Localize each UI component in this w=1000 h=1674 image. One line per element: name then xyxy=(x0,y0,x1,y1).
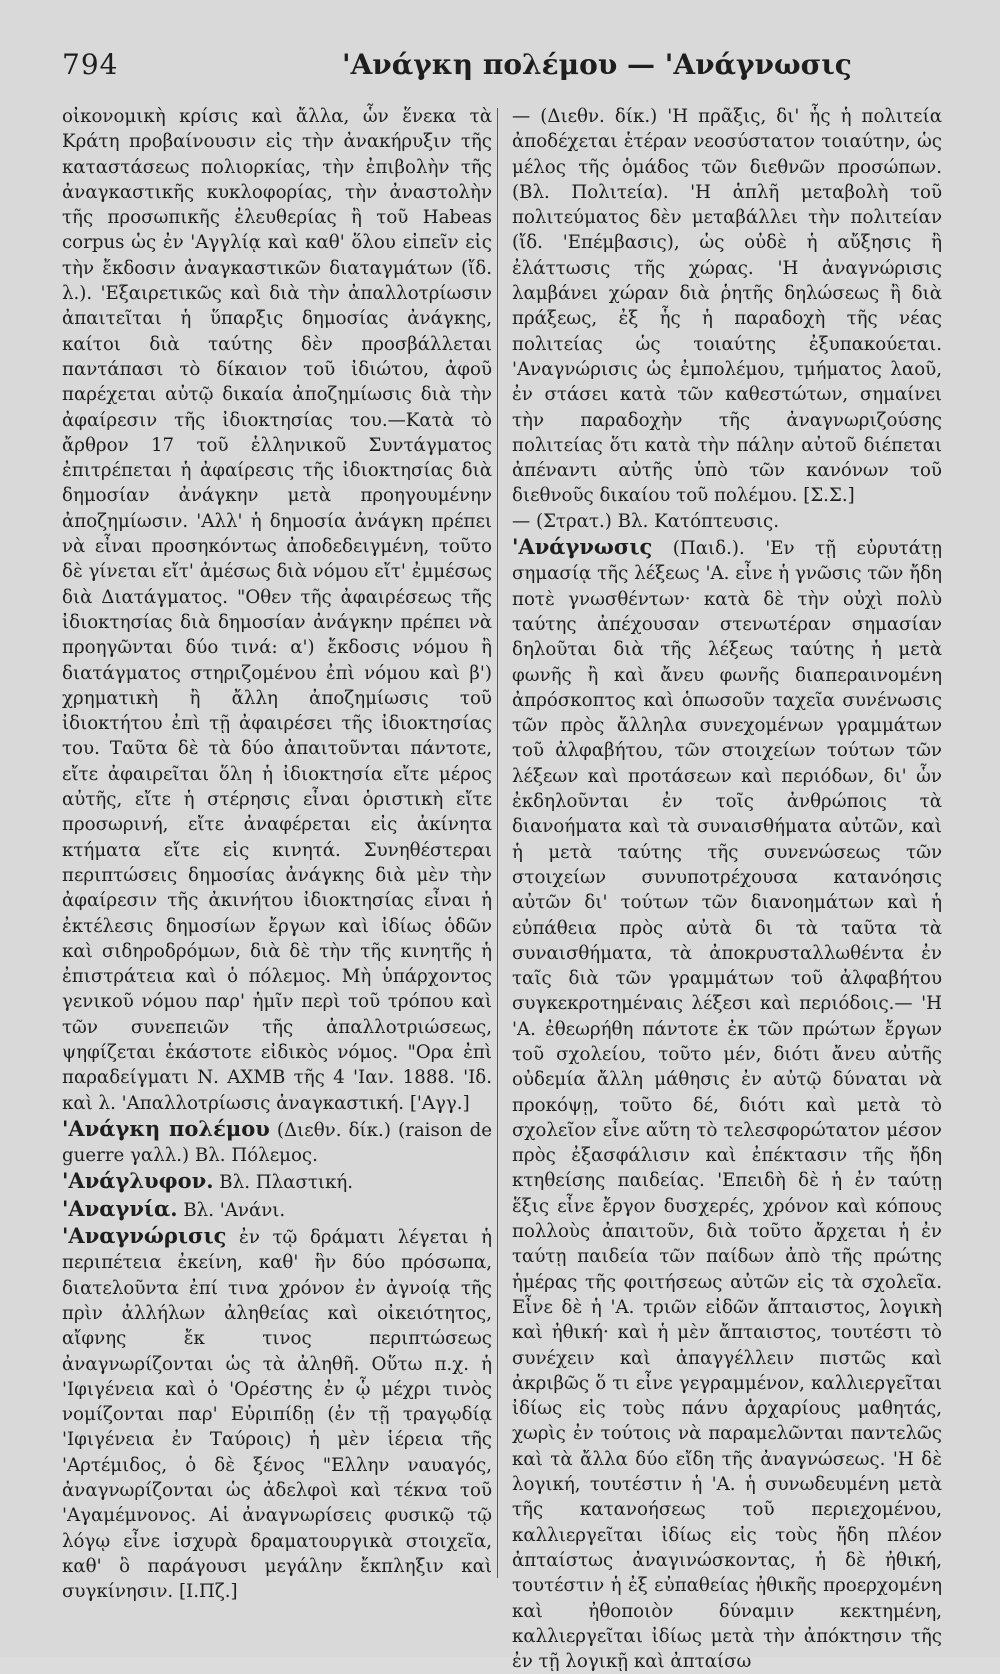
entry-body: ἐν τῷ δράματι λέγεται ἡ περιπέτεια ἐκείνη, καθ' ἣν δύο πρόσωπα, διατελοῦντα ἐπί τινα χρόνον ἐν ἀγνοίᾳ τῆς πρὶν ἀλλήλων ἀληθείας καὶ οἰκειότητος, αἴφνης ἔκ τινος περιπτώσεως ἀναγνωρίζονται ὡς τὰ ἀληθῆ. Οὕτω π.χ. ἡ 'Ιφιγένεια καὶ ὁ 'Ορέστης ἐν ᾧ μέχρι τινὸς νομίζονται παρ' Εὐριπίδῃ (ἐν τῇ τραγῳδίᾳ 'Ιφιγένεια ἐν Ταύροις) ἡ μὲν ἱέρεια τῆς 'Αρτέμιδος, ὁ δὲ ξένος "Ελλην ναυαγός, ἀναγνωρίζονται ὡς ἀδελφοὶ καὶ τέκνα τοῦ 'Αγαμέμνονος. Αἱ ἀναγνωρίσεις φυσικῷ τῷ λόγῳ εἶνε ἰσχυρὰ δραματουργικὰ στοιχεῖα, καθ' ὃ παράγουσι μεγάλην ἔκπληξιν καὶ συγκίνησιν. [Ι.Πζ.] xyxy=(62,1227,492,1603)
entry-anagnorisis-strat: — (Στρατ.) Βλ. Κατόπτευσις. xyxy=(512,510,780,532)
entry-body: (Παιδ.). 'Εν τῇ εὐρυτάτῃ σημασίᾳ τῆς λέξεως 'Α. εἶνε ἡ γνῶσις τῶν ἤδη ποτὲ γνωσθέντων· κατὰ δὲ τὴν οὐχὶ πολὺ ταύτης ἀπέχουσαν στενωτέραν σημασίαν δηλοῦται διὰ τῆς λέξεως ταύτης ἡ μετὰ φωνῆς ἢ καὶ ἄνευ φωνῆς διαπεραινομένη ἀπρόσκοπτος καὶ ὁπωσοῦν ταχεῖα συνένωσις τῶν πρὸς ἄλληλα συνεχομένων γραμμάτων τοῦ ἀλφαβήτου, τῶν στοιχείων τούτων τῶν λέξεων καὶ προτάσεων καὶ περιόδων, δι' ὧν ἐκδηλοῦνται ἐν τοῖς ἀνθρώποις τὰ διανοήματα καὶ τὰ συναισθήματα αὐτῶν, καὶ ἡ μετὰ ταύτης τῆς συνενώσεως τῶν στοιχείων συνυποτρέχουσα κατανόησις αὐτῶν δι' τούτων τῶν διανοημάτων καὶ ἡ εὐπάθεια πρὸς αὐτὰ δι τὰ ταῦτα τὰ συναισθήματα, τὰ ἀποκρυσταλλωθέντα ἐν ταῖς διὰ τῶν γραμμάτων τοῦ ἀλφαβήτου συγκεκροτημέναις λέξεσι καὶ περιόδοις.— 'Η 'Α. ἐθεωρήθη πάντοτε ἐκ τῶν πρώτων ἔργων τοῦ σχολείου, τοῦτο μέν, διότι ἄνευ αὐτῆς οὐδεμία ἄλλη μάθησις ἐν αὐτῷ δύναται νὰ προκόψῃ, τοῦτο δέ, διότι καὶ μετὰ τὸ σχολεῖον εἶνε αὕτη τὸ τελεσφορώτατον μέσον πρὸς ἐξασφάλισιν καὶ ἐπέκτασιν τῆς ἤδη κτηθείσης παιδείας. 'Επειδὴ δὲ ἡ ἐν ταύτῃ ἕξις εἶνε ἔργον δυσχερές, χρόνον καὶ κόπους πολλοὺς ἀπαιτοῦν, διὰ τοῦτο ἄρχεται ἡ ἐν ταύτῃ παιδεία τῶν παίδων ἀπὸ τῆς πρώτης ἡμέρας τῆς φοιτήσεως αὐτῶν εἰς τὰ σχολεῖα. Εἶνε δὲ ἡ 'Α. τριῶν εἰδῶν ἄπταιστος, λογικὴ καὶ ἠθική· καὶ ἡ μὲν ἄπταιστος, τουτέστι τὸ συνέχειν καὶ ἀπαγγέλλειν πιστῶς καὶ ἀκριβῶς ὅ τι εἶνε γεγραμμένον, καλλιεργεῖται ἰδίως εἰς τοὺς πάνυ ἀρχαρίους μαθητάς, χωρὶς ἐν τούτοις νὰ παραμελῶνται παντελῶς καὶ τὰ ἄλλα δύο εἴδη τῆς ἀναγνώσεως. 'Η δὲ λογική, τουτέστιν ἡ 'Α. ἡ συνωδευμένη μετὰ τῆς κατανοήσεως τοῦ περιεχομένου, καλλιεργεῖται ἰδίως εἰς τοὺς ἤδη πλέον ἀπταίστως ἀναγινώσκοντας, ἡ δὲ ἠθική, τουτέστιν ἡ ἐξ εὐπαθείας ἠθικῆς προερχομένη καὶ ἠθοποιὸν δύναμιν κεκτημένη, καλλιεργεῖται ἰδίως μετὰ τὴν ἀπόκτησιν τῆς ἐν τῇ λογικῇ καὶ ἀπταίσω xyxy=(512,538,942,1673)
left-column xyxy=(62,104,492,1605)
right-column xyxy=(512,104,942,1674)
entry-anagnorisis-diethn: — (Διεθν. δίκ.) 'Η πρᾶξις, δι' ἧς ἡ πολιτεία ἀποδέχεται ἑτέραν νεοσύστατον τοιαύτην, ὡς μέλος τῆς ὁμάδος τῶν διεθνῶν προσώπων. (Βλ. Πολιτεία). 'Η ἁπλῆ μεταβολὴ τοῦ πολιτεύματος δὲν μεταβάλλει τὴν πολιτείαν (ἴδ. 'Επέμβασις), ὡς οὐδὲ ἡ αὔξησις ἢ ἐλάττωσις τῆς χώρας. 'Η ἀναγνώρισις λαμβάνει χώραν διὰ ῥητῆς δηλώσεως ἢ διὰ πράξεως, ἐξ ἧς ἡ παραδοχὴ τῆς νέας πολιτείας ὡς τοιαύτης ἐξυπακούεται. 'Αναγνώρισις ὡς ἐμπολέμου, τμήματος λαοῦ, ἐν στάσει κατὰ τῶν καθεστώτων, σημαίνει τὴν παραδοχὴν τῆς ἀναγνωριζούσης πολιτείας ὅτι κατὰ τὴν πάλην αὐτοῦ διέπεται ἀπέναντι αὐτῆς ὑπὸ τῶν κανόνων τοῦ διεθνοῦς δικαίου τοῦ πολέμου. [Σ.Σ.] xyxy=(512,106,942,507)
entry-headword: 'Αναγνία. xyxy=(62,1195,178,1221)
entry-body: Βλ. 'Ανάνι. xyxy=(177,1199,286,1221)
entry-body: (Διεθν. δίκ.) (raison de guerre γαλλ.) Βλ. Πόλεμος. xyxy=(62,1119,493,1167)
entry-body: Βλ. Πλαστική. xyxy=(213,1172,354,1194)
entry-anagnosis xyxy=(512,534,942,1674)
entry-anagki-polemou xyxy=(62,1116,492,1169)
running-title: 'Ανάγκη πολέμου — 'Ανάγνωσις xyxy=(342,48,852,81)
entry-headword: 'Αναγνώρισις xyxy=(62,1223,227,1249)
entry-continued-text: οἰκονομικὴ κρίσις καὶ ἄλλα, ὧν ἕνεκα τὰ Κράτη προβαίνουσιν εἰς τὴν ἀνακήρυξιν τῆς καταστάσεως πολιορκίας, τὴν ἐπιβολὴν τῆς ἀναγκαστικῆς κυκλοφορίας, τὴν ἀναστολὴν τῆς προσωπικῆς ἐλευθερίας ἢ τοῦ Habeas corpus ὡς ἐν 'Αγγλίᾳ καὶ καθ' ὅλου εἰπεῖν εἰς τὴν ἔκδοσιν ἀναγκαστικῶν διαταγμάτων (ἴδ. λ.). 'Εξαιρετικῶς καὶ διὰ τὴν ἀπαλλοτρίωσιν ἀπαιτεῖται ἡ ὕπαρξις δημοσίας ἀνάγκης, καίτοι διὰ ταύτης δὲν προσβάλλεται παντάπασι τὸ δίκαιον τοῦ ἰδιώτου, ἀφοῦ παρέχεται αὐτῷ δικαία ἀποζημίωσις διὰ τὴν ἀφαίρεσιν τῆς ἰδιοκτησίας του.—Κατὰ τὸ ἄρθρον 17 τοῦ ἑλληνικοῦ Συντάγματος ἐπιτρέπεται ἡ ἀφαίρεσις τῆς ἰδιοκτησίας διὰ δημοσίαν ἀνάγκην μετὰ προηγουμένην ἀποζημίωσιν. 'Αλλ' ἡ δημοσία ἀνάγκη πρέπει νὰ εἶναι προσηκόντως ἀποδεδειγμένη, τοῦτο δὲ γίνεται εἴτ' ἀμέσως διὰ νόμου εἴτ' ἐμμέσως διὰ Διατάγματος. "Οθεν τῆς ἀφαιρέσεως τῆς ἰδιοκτησίας διὰ δημοσίαν ἀνάγκην πρέπει νὰ προηγῶνται δύο τινά: α') ἔκδοσις νόμου ἢ διατάγματος στηριζομένου ἐπὶ νόμου καὶ β') χρηματικὴ ἢ ἄλλη ἀποζημίωσις τοῦ ἰδιοκτήτου ἐπὶ τῇ ἀφαιρέσει τῆς ἰδιοκτησίας του. Ταῦτα δὲ τὰ δύο ἀπαιτοῦνται πάντοτε, εἴτε ἀφαιρεῖται ὅλη ἡ ἰδιοκτησία εἴτε μέρος αὐτῆς, εἴτε ἡ στέρησις εἶναι ὁριστικὴ εἴτε προσωρινή, εἴτε ἀναφέρεται εἰς ἀκίνητα κτήματα εἴτε εἰς κινητά. Συνηθέστεραι περιπτώσεις δημοσίας ἀνάγκης διὰ μὲν τὴν ἀφαίρεσιν τῆς ἀκινήτου ἰδιοκτησίας εἶναι ἡ ἐκτέλεσις δημοσίων ἔργων καὶ ἰδίως ὁδῶν καὶ σιδηροδρόμων, διὰ δὲ τὴν τῆς κινητῆς ἡ ἐπιστράτεια καὶ ὁ πόλεμος. Μὴ ὑπάρχοντος γενικοῦ νόμου παρ' ἡμῖν περὶ τοῦ τρόπου καὶ τῶν συνεπειῶν τῆς ἀπαλλοτριώσεως, ψηφίζεται ἑκάστοτε εἰδικὸς νόμος. "Ορα ἐπὶ παραδείγματι Ν. ΑΧΜΒ τῆς 4 'Ιαν. 1888. 'Ιδ. καὶ λ. 'Απαλλοτρίωσις ἀναγκαστική. ['Αγγ.] xyxy=(62,106,492,1114)
entry-anaglyfon xyxy=(62,1168,492,1195)
entry-anagnorisis xyxy=(62,1223,492,1604)
page-number: 794 xyxy=(62,48,119,81)
entry-anagnia xyxy=(62,1196,492,1223)
entry-headword: 'Ανάγκη πολέμου xyxy=(62,1115,270,1141)
entry-headword: 'Ανάγλυφον. xyxy=(62,1168,214,1194)
page-header xyxy=(62,48,942,88)
entry-headword: 'Ανάγνωσις xyxy=(512,534,653,560)
column-divider xyxy=(497,108,498,1578)
